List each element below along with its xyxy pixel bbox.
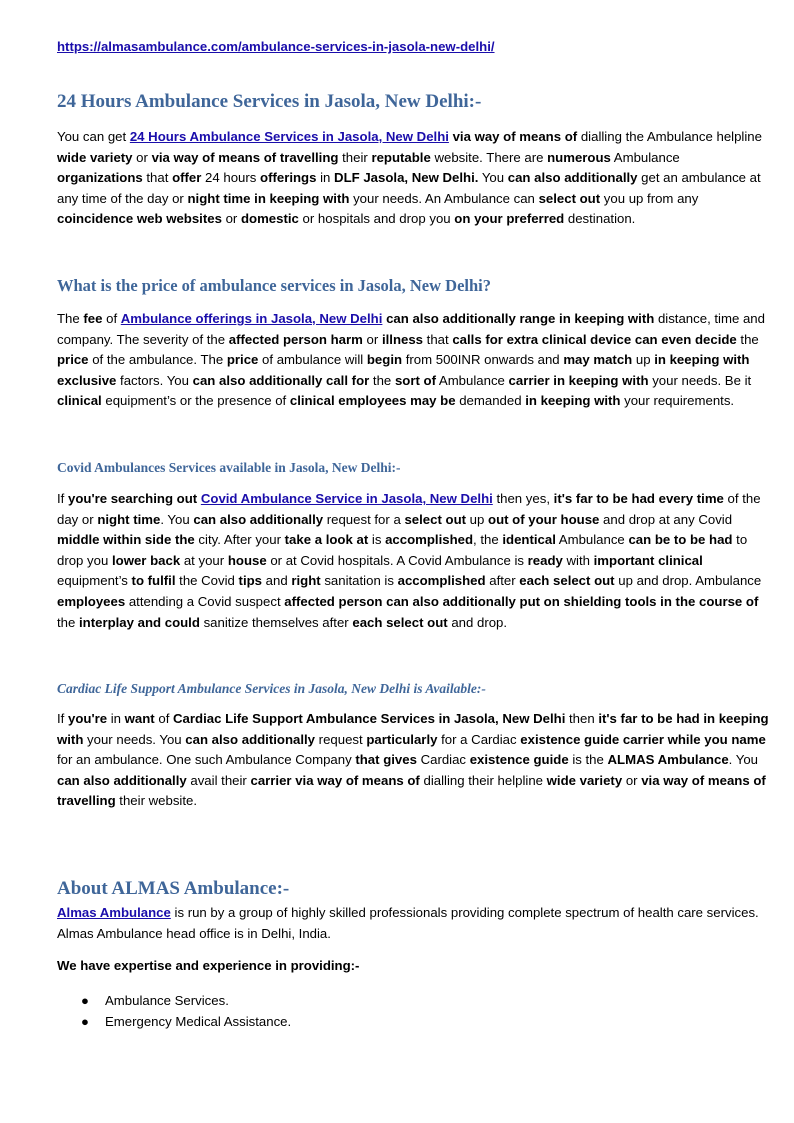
bold-text: clinical employees may be xyxy=(289,393,456,409)
bold-text: ALMAS Ambulance xyxy=(607,752,729,768)
text-run: their xyxy=(338,149,372,165)
text-run: your requirements. xyxy=(620,393,735,409)
text-run: up xyxy=(466,511,489,527)
text-run: the xyxy=(369,372,395,388)
text-run: up and drop. Ambulance xyxy=(614,573,762,589)
inline-link[interactable]: Almas Ambulance xyxy=(57,905,171,920)
bold-text: each select out xyxy=(519,573,615,589)
bold-text: select out xyxy=(404,511,467,527)
bold-text: existence guide xyxy=(469,752,569,768)
bold-text: can also additionally call for xyxy=(192,372,370,388)
text-run: city. After your xyxy=(194,532,285,548)
text-run: of xyxy=(154,711,174,726)
bold-text: existence guide carrier while you name xyxy=(520,731,766,747)
section-title-covid: Covid Ambulances Services available in Jasola, New Delhi:- xyxy=(57,460,401,475)
section-paragraph xyxy=(57,309,769,412)
text-run: If xyxy=(57,491,68,506)
bold-text: wide variety xyxy=(546,772,623,788)
text-run: attending a Covid suspect xyxy=(125,593,285,609)
text-run: that xyxy=(423,331,453,347)
text-run: your needs. An Ambulance can xyxy=(349,190,539,206)
section-title-price: What is the price of ambulance services in Jasola, New Delhi? xyxy=(57,276,492,295)
bold-text: middle within side the xyxy=(57,532,195,548)
text-run: . You xyxy=(160,511,194,527)
inline-link[interactable]: Ambulance offerings in Jasola, New Delhi xyxy=(120,311,383,326)
text-run: the xyxy=(57,614,79,630)
text-run: for an ambulance. One such Ambulance Company xyxy=(57,752,356,768)
bold-text: can also additionally range in keeping with xyxy=(386,311,655,326)
bold-text: want xyxy=(124,711,155,726)
text-run: and xyxy=(262,573,292,589)
text-run: dialling their helpline xyxy=(419,772,547,788)
section-title-about: About ALMAS Ambulance:- xyxy=(57,878,290,899)
bold-text: on your preferred xyxy=(454,211,565,227)
bold-text: illness xyxy=(381,331,424,347)
list-item-text: Emergency Medical Assistance. xyxy=(105,1013,292,1029)
section-about xyxy=(57,877,769,1032)
bold-text: can also additionally xyxy=(57,772,187,788)
list-item xyxy=(57,990,769,1011)
bullet-icon: ● xyxy=(81,992,89,1008)
bold-text: wide variety xyxy=(57,149,133,165)
text-run: in xyxy=(316,170,335,186)
bold-text: clinical xyxy=(57,393,102,409)
bold-text: price xyxy=(226,352,259,368)
section-paragraph xyxy=(57,489,769,633)
text-run: website. There are xyxy=(430,149,548,165)
text-run: avail their xyxy=(186,772,251,788)
text-run: or xyxy=(622,772,642,788)
bold-text: accomplished xyxy=(397,573,486,589)
bold-text: tips xyxy=(238,573,262,589)
section-24-hours xyxy=(57,90,769,230)
section-title-cardiac: Cardiac Life Support Ambulance Services in Jasola, New Delhi is Available:- xyxy=(57,681,486,696)
section-price xyxy=(57,275,769,412)
text-run: and drop at any Covid xyxy=(599,511,733,527)
text-run: or at Covid hospitals. A Covid Ambulance is xyxy=(266,552,528,568)
text-run: or xyxy=(132,149,152,165)
text-run: equipment’s or the presence of xyxy=(101,393,290,409)
text-run: your needs. Be it xyxy=(648,372,752,388)
text-run: equipment’s xyxy=(57,573,132,589)
text-run: or hospitals and drop you xyxy=(298,211,455,227)
text-run: sanitize themselves after xyxy=(199,614,353,630)
list-item xyxy=(57,1011,769,1032)
text-run: at your xyxy=(180,552,228,568)
text-run: Ambulance xyxy=(610,149,680,165)
bold-text: select out xyxy=(538,190,601,206)
text-run: of xyxy=(102,311,121,326)
text-run: dialling the Ambulance helpline xyxy=(577,129,762,144)
bold-text: out of your house xyxy=(488,511,600,527)
inline-link[interactable]: 24 Hours Ambulance Services in Jasola, New Delhi xyxy=(129,129,449,144)
bold-text: ready xyxy=(527,552,563,568)
text-run: . You xyxy=(728,752,758,768)
section-paragraph xyxy=(57,709,769,812)
bold-text: it's far to be had every time xyxy=(553,491,724,506)
text-run: Cardiac xyxy=(416,752,470,768)
bold-text: right xyxy=(291,573,321,589)
text-run: your needs. You xyxy=(83,731,186,747)
text-run: You can get xyxy=(57,129,130,144)
bold-text: affected person harm xyxy=(228,331,363,347)
text-run: of the day or xyxy=(57,491,761,527)
bold-text: to fulfil xyxy=(131,573,176,589)
bold-text: organizations xyxy=(57,170,143,186)
text-run: is the xyxy=(568,752,608,768)
bold-text: can also additionally xyxy=(193,511,324,527)
bold-text: via way of means of travelling xyxy=(151,149,339,165)
text-run: that xyxy=(142,170,173,186)
text-run: sanitation is xyxy=(320,573,398,589)
bold-text: reputable xyxy=(371,149,431,165)
bold-text: carrier via way of means of xyxy=(250,772,420,788)
bold-text: via way of means of xyxy=(452,129,578,144)
text-run: in xyxy=(107,711,125,726)
text-run: distance, time and company. The severity of the xyxy=(57,311,765,347)
bold-text: accomplished xyxy=(385,532,474,548)
text-run: demanded xyxy=(455,393,526,409)
text-run: with xyxy=(562,552,594,568)
text-run: Ambulance xyxy=(435,372,509,388)
bold-text: it's far to be had in keeping with xyxy=(57,711,769,747)
text-run: their website. xyxy=(115,793,198,809)
text-run: of the ambulance. The xyxy=(88,352,227,368)
text-run: Ambulance xyxy=(555,532,629,548)
text-run: If xyxy=(57,711,68,726)
bold-text: can be to be had xyxy=(628,532,733,548)
bold-text: interplay and could xyxy=(79,614,200,630)
bold-text: in keeping with exclusive xyxy=(57,352,750,388)
text-run: of ambulance will xyxy=(258,352,367,368)
text-run: or xyxy=(221,211,241,227)
bold-text: sort of xyxy=(394,372,436,388)
bold-text: can also additionally xyxy=(507,170,638,186)
text-run: you up from any xyxy=(600,190,699,206)
text-run: is run by a group of highly skilled professionals providing complete spectrum of health care services. Almas Ambulance head office is in Delhi, India. xyxy=(57,905,759,941)
section-paragraph xyxy=(57,127,769,230)
text-run: request for a xyxy=(323,511,405,527)
inline-link[interactable]: Covid Ambulance Service in Jasola, New Delhi xyxy=(200,491,493,506)
bold-text: in keeping with xyxy=(525,393,621,409)
bold-text: can also additionally xyxy=(185,731,316,747)
text-run: to drop you xyxy=(57,532,748,568)
source-url-link[interactable]: https://almasambulance.com/ambulance-services-in-jasola-new-delhi/ xyxy=(57,39,495,54)
text-run: up xyxy=(632,352,655,368)
bold-text: that gives xyxy=(355,752,417,768)
text-run: the Covid xyxy=(175,573,239,589)
section-paragraph xyxy=(57,903,769,944)
section-cardiac xyxy=(57,679,769,812)
bold-text: lower back xyxy=(112,552,181,568)
bold-text: you're xyxy=(68,711,108,726)
bold-text: employees xyxy=(57,593,126,609)
text-run: factors. You xyxy=(116,372,193,388)
bold-text: numerous xyxy=(547,149,611,165)
bold-text: take a look at xyxy=(284,532,369,548)
bold-text: carrier in keeping with xyxy=(508,372,649,388)
text-run: The xyxy=(57,311,84,326)
bold-text: affected person can also additionally put on shielding tools in the course of xyxy=(284,593,759,609)
text-run: destination. xyxy=(564,211,636,227)
bold-text: price xyxy=(57,352,89,368)
bold-text: particularly xyxy=(366,731,438,747)
text-run: or xyxy=(362,331,382,347)
bold-text: you're searching out xyxy=(68,491,198,506)
text-run: the xyxy=(736,331,759,347)
bullet-icon: ● xyxy=(81,1013,89,1029)
bold-text: domestic xyxy=(240,211,299,227)
text-run: You xyxy=(478,170,508,186)
expertise-heading: We have expertise and experience in providing:- xyxy=(57,958,360,974)
bold-text: via way of means of travelling xyxy=(57,772,766,809)
section-covid xyxy=(57,458,769,633)
text-run: 24 hours xyxy=(201,170,261,186)
section-title-24-hours: 24 Hours Ambulance Services in Jasola, New Delhi:- xyxy=(57,91,482,112)
text-run: then yes, xyxy=(492,491,554,506)
text-run: request xyxy=(315,731,367,747)
bold-text: offer xyxy=(172,170,202,186)
text-run: get an ambulance at any time of the day or xyxy=(57,170,761,206)
expertise-list xyxy=(57,990,769,1032)
text-run: for a Cardiac xyxy=(437,731,521,747)
bold-text: night time in keeping with xyxy=(187,190,350,206)
source-url-line xyxy=(57,38,769,56)
text-run: , the xyxy=(473,532,503,548)
list-item-text: Ambulance Services. xyxy=(105,992,229,1008)
text-run: then xyxy=(565,711,599,726)
bold-text: important clinical xyxy=(593,552,703,568)
bold-text: fee xyxy=(83,311,103,326)
text-run: after xyxy=(485,573,520,589)
text-run: from 500INR onwards and xyxy=(402,352,564,368)
text-run: and drop. xyxy=(447,614,508,630)
bold-text: begin xyxy=(366,352,403,368)
bold-text: Cardiac Life Support Ambulance Services in Jasola, New Delhi xyxy=(173,711,566,726)
bold-text: offerings xyxy=(260,170,317,186)
bold-text: coincidence web websites xyxy=(57,211,222,227)
bold-text: night time xyxy=(97,511,161,527)
bold-text: DLF Jasola, New Delhi. xyxy=(334,170,479,186)
bold-text: may match xyxy=(563,352,633,368)
bold-text: calls for extra clinical device can even decide xyxy=(452,331,737,347)
bold-text: house xyxy=(227,552,267,568)
text-run: is xyxy=(368,532,386,548)
bold-text: identical xyxy=(502,532,556,548)
bold-text: each select out xyxy=(352,614,448,630)
